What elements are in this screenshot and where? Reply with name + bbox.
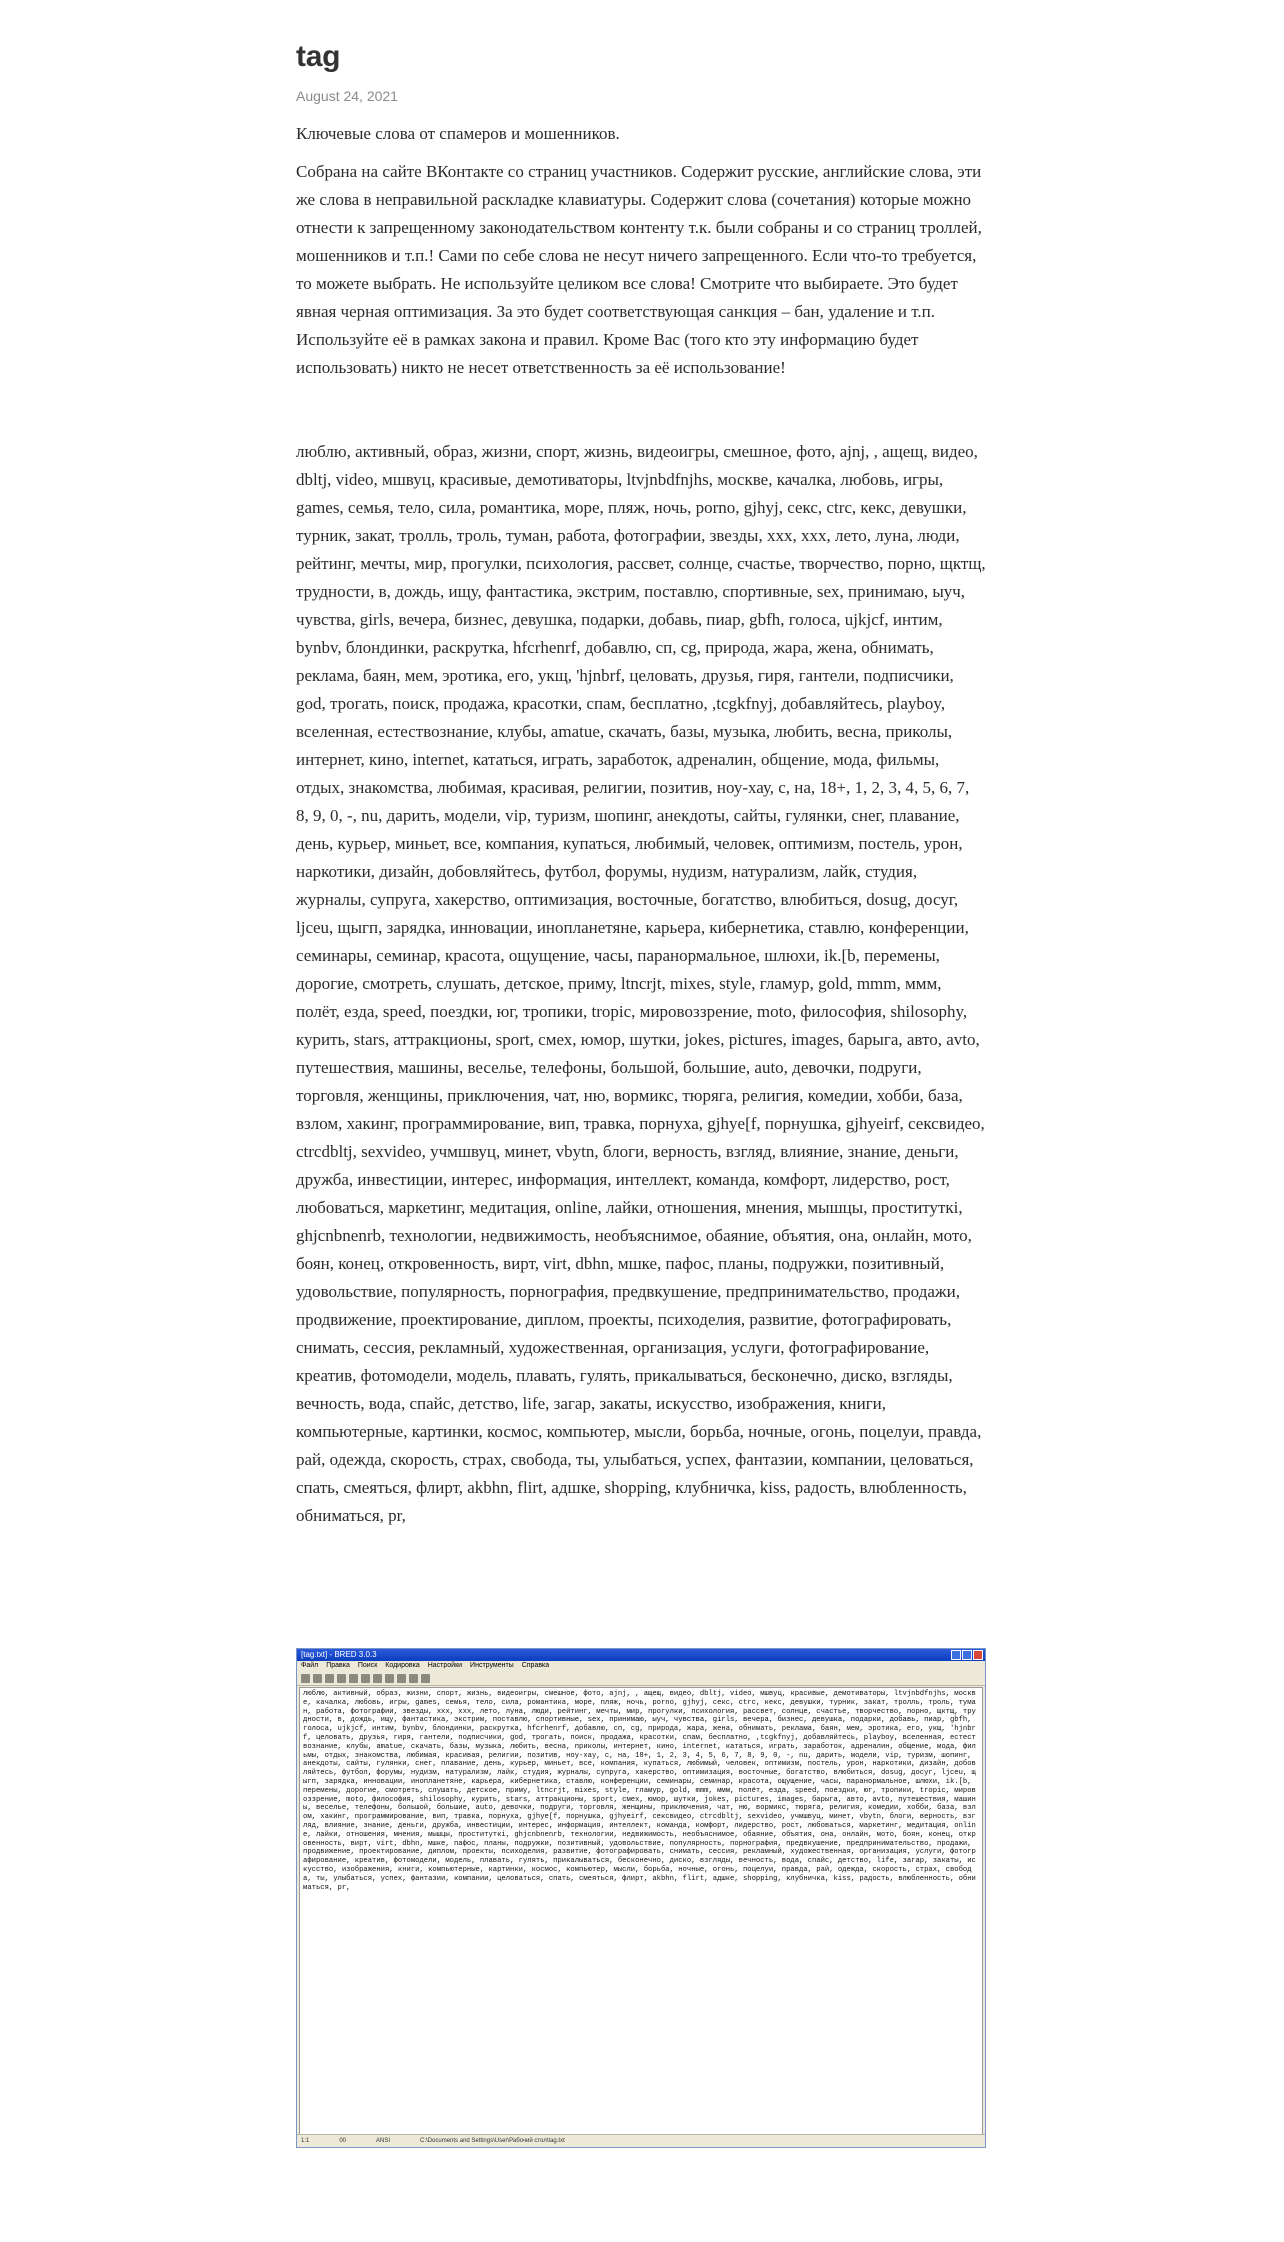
copy-icon [361, 1674, 370, 1683]
print-icon [337, 1674, 346, 1683]
replace-icon [421, 1674, 430, 1683]
status-position: 1:1 [301, 2138, 310, 2144]
menu-item: Файл [301, 1662, 319, 1669]
editor-toolbar [297, 1671, 985, 1686]
save-icon [325, 1674, 334, 1683]
find-icon [409, 1674, 418, 1683]
post-description: Собрана на сайте ВКонтакте со страниц участников. Содержит русские, английские слова, эти же слова в неправильной раскладке клавиатуры. Содержит слова (сочетания) которые можно отнести к запрещенному законодательством контенту т.к. были собраны и со страниц троллей, мошенников и т.п.! Сами по себе слова не несут ничего запрещенного. Если что-то требуется, то можете выбрать. Не используйте целиком все слова! Смотрите что выбираете. Это будет явная черная оптимизация. За это будет соответствующая санкция – бан, удаление и т.п. Используйте её в рамках закона и правил. Кроме Вас (того кто эту информацию будет использовать) никто не несет ответственность за её использование! [296, 162, 982, 377]
redo-icon [397, 1674, 406, 1683]
editor-screenshot-image [296, 1648, 986, 2148]
menu-item: Справка [521, 1662, 550, 1669]
maximize-icon [962, 1650, 972, 1660]
editor-window-title: [tag.txt] - BRED 3.0.3 [301, 1650, 377, 1659]
minimize-icon [951, 1650, 961, 1660]
paste-icon [373, 1674, 382, 1683]
cut-icon [349, 1674, 358, 1683]
post-title: tag [296, 40, 341, 73]
editor-window-titlebar [297, 1649, 985, 1661]
status-mode: 00 [339, 2138, 347, 2144]
menu-item: Поиск [357, 1662, 378, 1669]
menu-item: Настройки [427, 1662, 463, 1669]
menu-item: Инструменты [470, 1662, 514, 1669]
editor-text-area [299, 1687, 983, 2135]
editor-statusbar [297, 2134, 985, 2147]
close-icon [973, 1650, 983, 1660]
post-intro: Ключевые слова от спамеров и мошенников. [296, 124, 620, 143]
open-file-icon [313, 1674, 322, 1683]
new-file-icon [301, 1674, 310, 1683]
keyword-list: люблю, активный, образ, жизни, спорт, жизнь, видеоигры, смешное, фото, ajnj, , ащещ, видео, dbltj, video, мшвуц, красивые, демотиваторы, ltvjnbdfnjhs, москве, качалка, любовь, игры, games, семья, тело, сила, романтика, море, пляж, ночь, porno, gjhyj, секс, ctrc, кекс, девушки, турник, закат, тролль, троль, туман, работа, фотографии, звезды, xxx, ххх, лето, луна, люди, рейтинг, мечты, мир, прогулки, психология, рассвет, солнце, счастье, творчество, порно, щктщ, трудности, в, дождь, ищу, фантастика, экстрим, поставлю, спортивные, sex, принимаю, ыуч, чувства, girls, вечера, бизнес, девушка, подарки, добавь, пиар, gbfh, голоса, ujkjcf, интим, bynbv, блондинки, раскрутка, hfcrhenrf, добавлю, сп, cg, природа, жара, жена, обнимать, реклама, баян, мем, эротика, его, укщ, 'hjnbrf, целовать, друзья, гиря, гантели, подписчики, god, трогать, поиск, продажа, красотки, спам, бесплатно, ,tcgkfnyj, добавляйтесь, playboy, вселенная, естествознание, клубы, amatue, скачать, базы, музыка, любить, весна, приколы, интернет, кино, internet, кататься, играть, заработок, адреналин, общение, мода, фильмы, отдых, знакомства, любимая, красивая, религии, позитив, ноу-хау, с, на, 18+, 1, 2, 3, 4, 5, 6, 7, 8, 9, 0, -, nu, дарить, модели, vip, туризм, шопинг, анекдоты, сайты, гулянки, снег, плавание, день, курьер, миньет, все, компания, купаться, любимый, человек, оптимизм, постель, урон, наркотики, дизайн, добовляйтесь, футбол, форумы, нудизм, натурализм, лайк, студия, журналы, супруга, хакерство, оптимизация, восточные, богатство, влюбиться, dosug, досуг, ljceu, щыгп, зарядка, инновации, инопланетяне, карьера, кибернетика, ставлю, конференции, семинары, семинар, красота, ощущение, часы, паранормальное, шлюхи, ik.[b, перемены, дорогие, смотреть, слушать, детское, приму, ltncrjt, mixes, style, гламур, gold, mmm, ммм, полёт, езда, speed, поездки, юг, тропики, tropic, мировоззрение, moto, философия, shilosophy, курить, stars, аттракционы, sport, смех, юмор, шутки, jokes, pictures, images, барыга, авто, avto, путешествия, машины, веселье, телефоны, большой, большие, auto, девочки, подруги, торговля, женщины, приключения, чат, ню, вормикс, тюряга, религия, комедии, хобби, база, взлом, хакинг, программирование, вип, травка, порнуха, gjhye[f, порнушка, gjhyeirf, сексвидео, ctrcdbltj, sexvideo, учмшвуц, минет, vbytn, блоги, верность, взгляд, влияние, знание, деньги, дружба, инвестиции, интерес, информация, интеллект, команда, комфорт, лидерство, рост, любоваться, маркетинг, медитация, online, лайки, отношения, мнения, мышцы, проституткi, ghjcnbnenrb, технологии, недвижимость, необъяснимое, обаяние, объятия, она, онлайн, мото, боян, конец, откровенность, вирт, virt, dbhn, мшке, пафос, планы, подружки, позитивный, удовольствие, популярность, порнография, предвкушение, предпринимательство, продажи, продвижение, проектирование, диплом, проекты, психоделия, развитие, фотографировать, снимать, сессия, рекламный, художественная, организация, услуги, фотографирование, креатив, фотомодели, модель, плавать, гулять, прикалываться, бесконечно, диско, взгляды, вечность, вода, спайс, детство, life, загар, закаты, искусство, изображения, книги, компьютерные, картинки, космос, компьютер, мысли, борьба, ночные, огонь, поцелуи, правда, рай, одежда, скорость, страх, свобода, ты, улыбаться, успех, фантазии, компании, целоваться, спать, смеяться, флирт, akbhn, flirt, адшке, shopping, клубничка, kiss, радость, влюбленность, обниматься, pr, [296, 442, 986, 1525]
article [296, 32, 986, 1542]
undo-icon [385, 1674, 394, 1683]
post-date: August 24, 2021 [296, 88, 398, 104]
editor-text-content: люблю, активный, образ, жизни, спорт, жизнь, видеоигры, смешное, фото, ajnj, , ащещ, видео, dbltj, video, мшвуц, красивые, демотиваторы, ltvjnbdfnjhs, москве, качалка, любовь, игры, games, семья, тело, сила, романтика, море, пляж, ночь, porno, gjhyj, секс, ctrc, кекс, девушки, турник, закат, тролль, троль, туман, работа, фотографии, звезды, xxx, ххх, лето, луна, люди, рейтинг, мечты, мир, прогулки, психология, рассвет, солнце, счастье, творчество, порно, щктщ, трудности, в, дождь, ищу, фантастика, экстрим, поставлю, спортивные, sex, принимаю, ыуч, чувства, girls, вечера, бизнес, девушка, подарки, добавь, пиар, gbfh, голоса, ujkjcf, интим, bynbv, блондинки, раскрутка, hfcrhenrf, добавлю, сп, cg, природа, жара, жена, обнимать, реклама, баян, мем, эротика, его, укщ, 'hjnbrf, целовать, друзья, гиря, гантели, подписчики, god, трогать, поиск, продажа, красотки, спам, бесплатно, ,tcgkfnyj, добавляйтесь, playboy, вселенная, естествознание, клубы, amatue, скачать, базы, музыка, любить, весна, приколы, интернет, кино, internet, кататься, играть, заработок, адреналин, общение, мода, фильмы, отдых, знакомства, любимая, красивая, религии, позитив, ноу-хау, с, на, 18+, 1, 2, 3, 4, 5, 6, 7, 8, 9, 0, -, nu, дарить, модели, vip, туризм, шопинг, анекдоты, сайты, гулянки, снег, плавание, день, курьер, миньет, все, компания, купаться, любимый, человек, оптимизм, постель, урон, наркотики, дизайн, добовляйтесь, футбол, форумы, нудизм, натурализм, лайк, студия, журналы, супруга, хакерство, оптимизация, восточные, богатство, влюбиться, dosug, досуг, ljceu, щыгп, зарядка, инновации, инопланетяне, карьера, кибернетика, ставлю, конференции, семинары, семинар, красота, ощущение, часы, паранормальное, шлюхи, ik.[b, перемены, дорогие, смотреть, слушать, детское, приму, ltncrjt, mixes, style, гламур, gold, mmm, ммм, полёт, езда, speed, поездки, юг, тропики, tropic, мировоззрение, moto, философия, shilosophy, курить, stars, аттракционы, sport, смех, юмор, шутки, jokes, pictures, images, барыга, авто, avto, путешествия, машины, веселье, телефоны, большой, большие, auto, девочки, подруги, торговля, женщины, приключения, чат, ню, вормикс, тюряга, религия, комедии, хобби, база, взлом, хакинг, программирование, вип, травка, порнуха, gjhye[f, порнушка, gjhyeirf, сексвидео, ctrcdbltj, sexvideo, учмшвуц, минет, vbytn, блоги, верность, взгляд, влияние, знание, деньги, дружба, инвестиции, интерес, информация, интеллект, команда, комфорт, лидерство, рост, любоваться, маркетинг, медитация, online, лайки, отношения, мнения, мышцы, проституткi, ghjcnbnenrb, технологии, недвижимость, необъяснимое, обаяние, объятия, она, онлайн, мото, боян, конец, откровенность, вирт, virt, dbhn, мшке, пафос, планы, подружки, позитивный, удовольствие, популярность, порнография, предвкушение, предпринимательство, продажи, продвижение, проектирование, диплом, проекты, психоделия, развитие, фотографировать, снимать, сессия, рекламный, художественная, организация, услуги, фотографирование, креатив, фотомодели, модель, плавать, гулять, прикалываться, бесконечно, диско, взгляды, вечность, вода, спайс, детство, life, загар, закаты, искусство, изображения, книги, компьютерные, картинки, космос, компьютер, мысли, борьба, ночные, огонь, поцелуи, правда, рай, одежда, скорость, страх, свобода, ты, улыбаться, успех, фантазии, компании, целоваться, спать, смеяться, флирт, akbhn, flirt, адшке, shopping, клубничка, kiss, радость, влюбленность, обниматься, pr, [303, 1690, 976, 1892]
menu-item: Кодировка [385, 1662, 420, 1669]
menu-item: Правка [326, 1662, 350, 1669]
status-encoding: ANSI [376, 2138, 391, 2144]
status-path: C:\Documents and Settings\User\Рабочий стол\tag.txt [420, 2138, 565, 2144]
editor-menubar [297, 1661, 985, 1671]
